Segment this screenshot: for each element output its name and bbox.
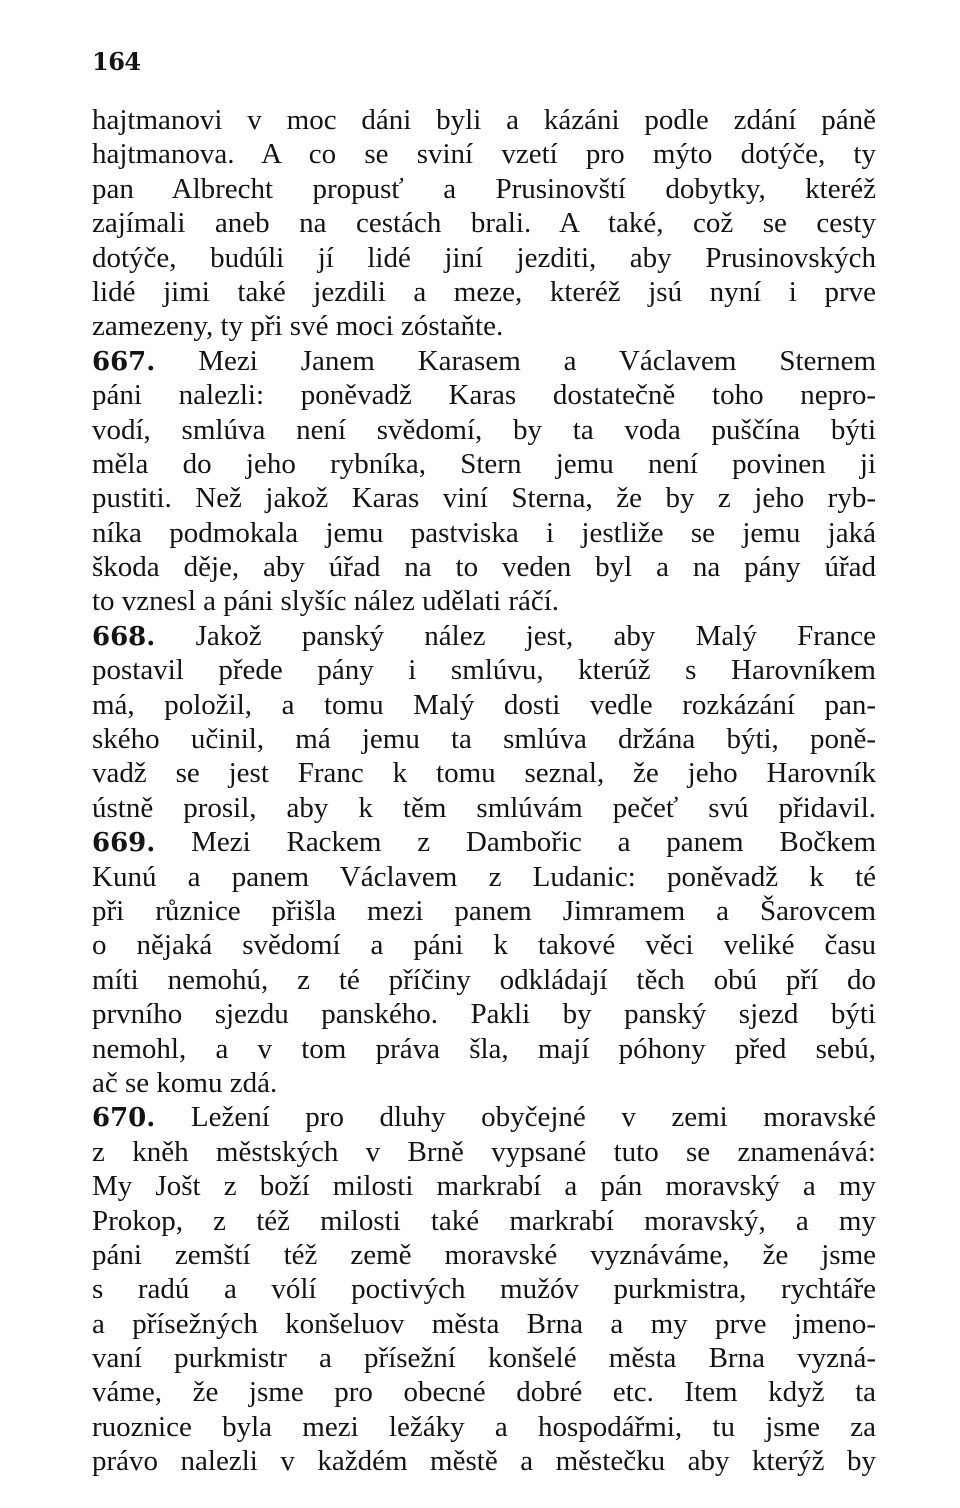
line-text: při různice přišla mezi panem Jimramem a Šarovcem — [92, 894, 876, 927]
text-line — [92, 103, 876, 137]
line-text: právo nalezli v každém městě a městečku aby kterýž by — [92, 1445, 876, 1478]
line-text: z kněh městských v Brně vypsané tuto se znamenává: — [92, 1135, 876, 1168]
text-line — [92, 894, 876, 928]
line-text: a přísežných konšeluov města Brna a my prve jmeno- — [92, 1307, 876, 1340]
line-text: měla do jeho rybníka, Stern jemu není povinen ji — [92, 447, 876, 480]
line-text: pustiti. Než jakož Karas viní Sterna, že by z jeho ryb- — [92, 482, 876, 515]
line-text: vaní purkmistr a přísežní konšelé města Brna vyzná- — [92, 1342, 876, 1375]
text-line — [92, 1066, 876, 1100]
line-text: Prokop, z též milosti také markrabí moravský, a my — [92, 1204, 876, 1237]
line-text: váme, že jsme pro obecné dobré etc. Item když ta — [92, 1376, 876, 1409]
text-line — [92, 1444, 876, 1478]
text-line — [92, 928, 876, 962]
text-line — [92, 1135, 876, 1169]
line-text: postavil přede pány i smlúvu, kterúž s Harovníkem — [92, 654, 876, 687]
section-number: 668. — [92, 621, 156, 652]
text-line — [92, 791, 876, 825]
text-line — [92, 481, 876, 515]
line-text: Jakož panský nález jest, aby Malý France — [195, 619, 876, 652]
section-number: 669. — [92, 828, 156, 859]
text-line — [92, 1169, 876, 1203]
text-line — [92, 516, 876, 550]
text-line — [92, 860, 876, 894]
text-line — [92, 1238, 876, 1272]
line-text: prvního sjezdu panského. Pakli by panský sjezd býti — [92, 998, 876, 1031]
text-line — [92, 619, 876, 653]
text-line — [92, 309, 876, 343]
section-number: 670. — [92, 1103, 156, 1134]
line-text: o nějaká svědomí a páni k takové věci veliké času — [92, 929, 876, 962]
text-line — [92, 241, 876, 275]
line-text: dotýče, budúli jí lidé jiní jezditi, aby Prusinovských — [92, 241, 876, 274]
text-line — [92, 997, 876, 1031]
line-text: páni zemští též země moravské vyznáváme, že jsme — [92, 1238, 876, 1271]
text-line — [92, 1204, 876, 1238]
text-line — [92, 1341, 876, 1375]
line-text: Mezi Janem Karasem a Václavem Sternem — [198, 344, 877, 377]
text-line — [92, 275, 876, 309]
line-text: zajímali aneb na cestách brali. A také, což se cesty — [92, 207, 876, 240]
line-text: škoda děje, aby úřad na to veden byl a na pány úřad — [92, 551, 876, 584]
line-text: ruoznice byla mezi ležáky a hospodářmi, tu jsme za — [92, 1410, 876, 1443]
text-line — [92, 1375, 876, 1409]
text-line — [92, 550, 876, 584]
line-text: s radú a vólí poctivých mužóv purkmistra, rychtáře — [92, 1273, 876, 1306]
line-text: pan Albrecht propusť a Prusinovští dobytky, kteréž — [92, 172, 876, 205]
line-text: ského učinil, má jemu ta smlúva držána býti, poně- — [92, 723, 876, 756]
line-text: zamezeny, ty při své moci zóstaňte. — [92, 310, 504, 343]
line-text: vodí, smlúva není svědomí, by ta voda puščína býti — [92, 413, 876, 446]
text-line — [92, 756, 876, 790]
text-line — [92, 413, 876, 447]
text-line — [92, 447, 876, 481]
text-line — [92, 344, 876, 378]
line-text: páni nalezli: poněvadž Karas dostatečně toho nepro- — [92, 379, 876, 412]
text-line — [92, 688, 876, 722]
text-line — [92, 1410, 876, 1444]
line-text: vadž se jest Franc k tomu seznal, že jeho Harovník — [92, 757, 876, 790]
text-line — [92, 653, 876, 687]
line-text: hajtmanova. A co se sviní vzetí pro mýto dotýče, ty — [92, 138, 876, 171]
line-text: níka podmokala jemu pastviska i jestliže se jemu jaká — [92, 516, 876, 549]
text-line — [92, 1272, 876, 1306]
text-line — [92, 584, 876, 618]
text-line — [92, 722, 876, 756]
line-text: ústně prosil, aby k těm smlúvám pečeť svú přidavil. — [92, 791, 876, 824]
line-text: Kunú a panem Václavem z Ludanic: poněvadž k té — [92, 860, 876, 893]
line-text: My Jošt z boží milosti markrabí a pán moravský a my — [92, 1170, 876, 1203]
line-text: Mezi Rackem z Dambořic a panem Bočkem — [191, 826, 877, 859]
body-text — [92, 103, 876, 1479]
text-line — [92, 1100, 876, 1134]
line-text: má, položil, a tomu Malý dosti vedle rozkázání pan- — [92, 688, 876, 721]
text-line — [92, 172, 876, 206]
text-line — [92, 206, 876, 240]
line-text: ač se komu zdá. — [92, 1066, 278, 1099]
text-line — [92, 1307, 876, 1341]
line-text: to vznesl a páni slyšíc nález udělati ráčí. — [92, 585, 560, 618]
text-line — [92, 963, 876, 997]
text-line — [92, 825, 876, 859]
line-text: Ležení pro dluhy obyčejné v zemi moravské — [190, 1101, 877, 1134]
text-line — [92, 1032, 876, 1066]
line-text: hajtmanovi v moc dáni byli a kázáni podle zdání páně — [92, 104, 876, 136]
section-number: 667. — [92, 346, 156, 377]
text-line — [92, 378, 876, 412]
line-text: míti nemohú, z té příčiny odkládají těch obú pří do — [92, 963, 876, 996]
text-line — [92, 137, 876, 171]
line-text: lidé jimi také jezdili a meze, kteréž jsú nyní i prve — [92, 275, 876, 308]
line-text: nemohl, a v tom práva šla, mají póhony před sebú, — [92, 1032, 876, 1065]
page-number: 164 — [92, 47, 141, 76]
